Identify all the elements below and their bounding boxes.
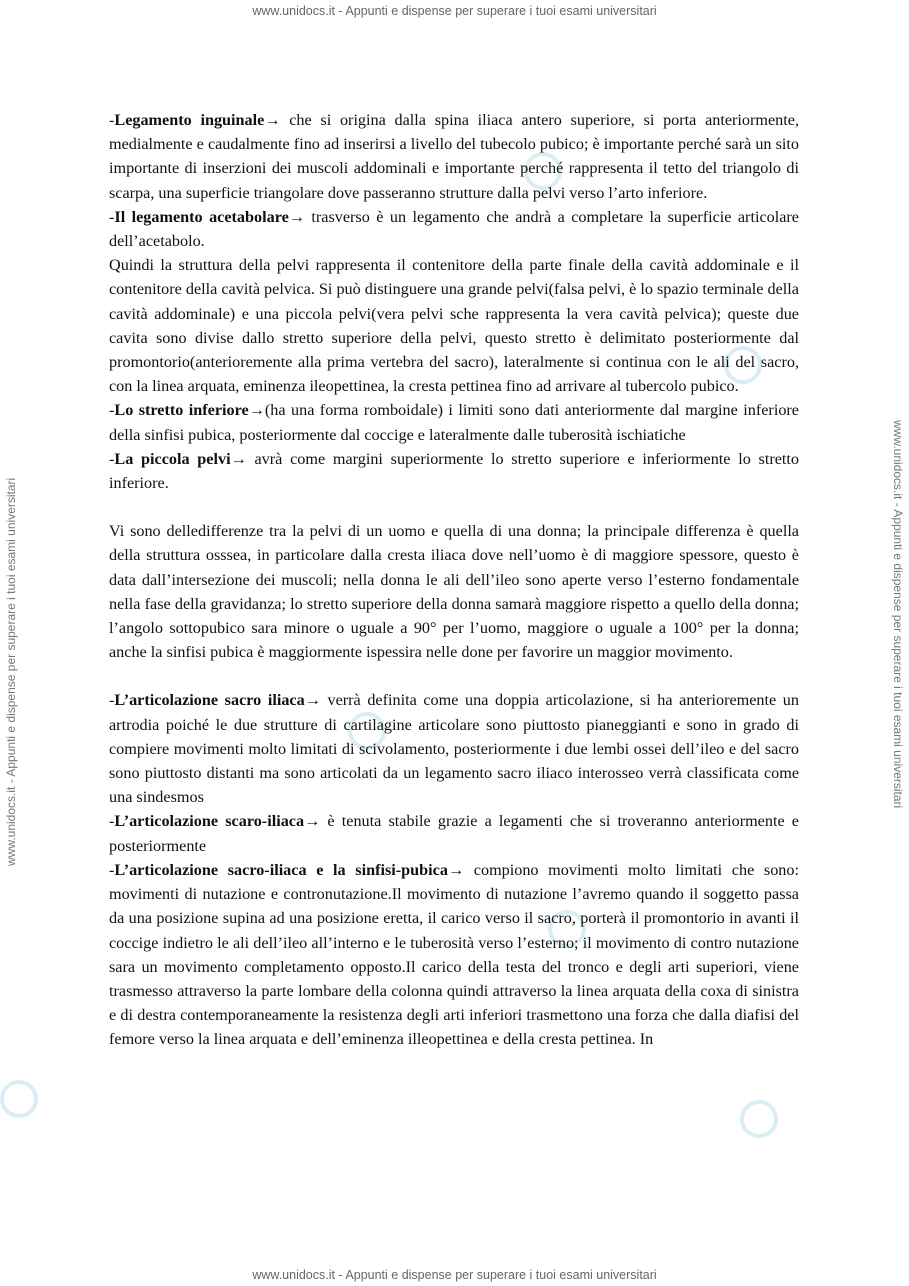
right-side-watermark: www.unidocs.it - Appunti e dispense per superare i tuoi esami universitari bbox=[891, 420, 905, 809]
header-watermark bbox=[0, 4, 909, 18]
unidocs-logo-icon bbox=[740, 1100, 778, 1138]
paragraph-articolazione-sacro-iliaca: -L’articolazione sacro iliaca→ verrà definita come una doppia articolazione, si ha anterioremente un artrodia poiché le due strutture di cartilagine articolare sono piuttosto pianeggianti e sono in grado di compiere movimenti molto limitati di scivolamento, posteriormente i due lembi ossei dell’ileo e del sacro sono piuttosto distanti ma sono articolati da un legamento sacro iliaco interosseo verrà classificata come una sindesmos bbox=[109, 691, 799, 807]
paragraph-stretto-inferiore: -Lo stretto inferiore→(ha una forma romboidale) i limiti sono dati anteriormente dal margine inferiore della sinfisi pubica, posteriormente dal coccige e lateralmente dalle tuberosità ischiatiche bbox=[109, 401, 799, 444]
left-side-watermark: www.unidocs.it - Appunti e dispense per superare i tuoi esami universitari bbox=[4, 477, 18, 866]
paragraph-piccola-pelvi: -La piccola pelvi→ avrà come margini superiormente lo stretto superiore e inferiormente lo stretto inferiore. bbox=[109, 449, 799, 493]
paragraph-legamento-inguinale: -Legamento inguinale→ che si origina dalla spina iliaca antero superiore, si porta anteriormente, medialmente e caudalmente fino ad inserirsi a livello del tubecolo pubico; è importante perché sarà un sito importante di inserzioni dei muscoli addominali e importante perché rappresenta il tetto del triangolo di scarpa, una superficie triangolare dove passeranno strutture dalla pelvi verso l’arto inferiore. bbox=[109, 111, 800, 202]
header-watermark-text: www.unidocs.it - Appunti e dispense per superare i tuoi esami universitari bbox=[252, 4, 657, 18]
paragraph-legamento-acetabolare: -Il legamento acetabolare→ trasverso è un legamento che andrà a completare la superficie articolare dell’acetabolo. bbox=[109, 207, 799, 251]
unidocs-logo-icon bbox=[0, 1080, 38, 1118]
document-body bbox=[109, 108, 799, 1052]
paragraph-sinfisi-pubica: -L’articolazione sacro-iliaca e la sinfisi-pubica→ compiono movimenti molto limitati che sono: movimenti di nutazione e contronutazione.Il movimento di nutazione l’avremo quando il soggetto passa da una posizione supina ad una posizione eretta, il carico verso il sacro, porterà il promontorio in avanti il coccige indietro le ali dell’ileo all’interno e le tuberosità verso l’esterno; il movimento di contro nutazione sara un movimento completamento opposto.Il carico della testa del tronco e degli arti superiori, viene trasmesso attraverso la parte lombare della colonna quindi attraverso la linea arquata della coxa di sinistra e di destra contemporaneamente la resistenza degli arti inferiori trasmettono una forza che dalla diafisi del femore verso la linea arquata e dell’eminenza illeopettinea e della cresta pettinea. In bbox=[109, 860, 799, 1049]
paragraph-struttura-pelvi: Quindi la struttura della pelvi rappresenta il contenitore della parte finale della cavità addominale e il contenitore della cavità pelvica. Si può distinguere una grande pelvi(falsa pelvi, è lo spazio terminale della cavità addominale) e una piccola pelvi(vera pelvi sche rappresenta la vera cavità pelvica); queste due cavita sono divise dallo stretto superiore della pelvi, questo stretto è delimitato posteriormente dal promontorio(anterioremente alla prima vertebra del sacro), lateralmente si continua con le ali del sacro, con la linea arquata, eminenza ileopettinea, la cresta pettinea fino ad arrivare al tubercolo pubico. bbox=[109, 256, 799, 396]
footer-watermark bbox=[0, 1268, 909, 1282]
paragraph-articolazione-scaro-iliaca: -L’articolazione scaro-iliaca→ è tenuta stabile grazie a legamenti che si troveranno anteriormente e posteriormente bbox=[109, 812, 799, 855]
paragraph-differenze: Vi sono delledifferenze tra la pelvi di un uomo e quella di una donna; la principale differenza è quella della struttura osssea, in particolare dalla cresta iliaca dove nell’uomo è di maggiore spessore, questo è data dall’intersezione dei muscoli; nella donna le ali dell’ileo sono aperte verso l’esterno fondamentale nella fase della gravidanza; lo stretto superiore della donna samarà maggiore rispetto a quello della donna; l’angolo sottopubico sara minore o uguale a 90° per l’uomo, maggiore o uguale a 100° per la donna; anche la sinfisi pubica è maggiormente ispessira nelle done per favorire un maggior movimento. bbox=[109, 522, 799, 662]
footer-watermark-text: www.unidocs.it - Appunti e dispense per superare i tuoi esami universitari bbox=[252, 1268, 657, 1282]
